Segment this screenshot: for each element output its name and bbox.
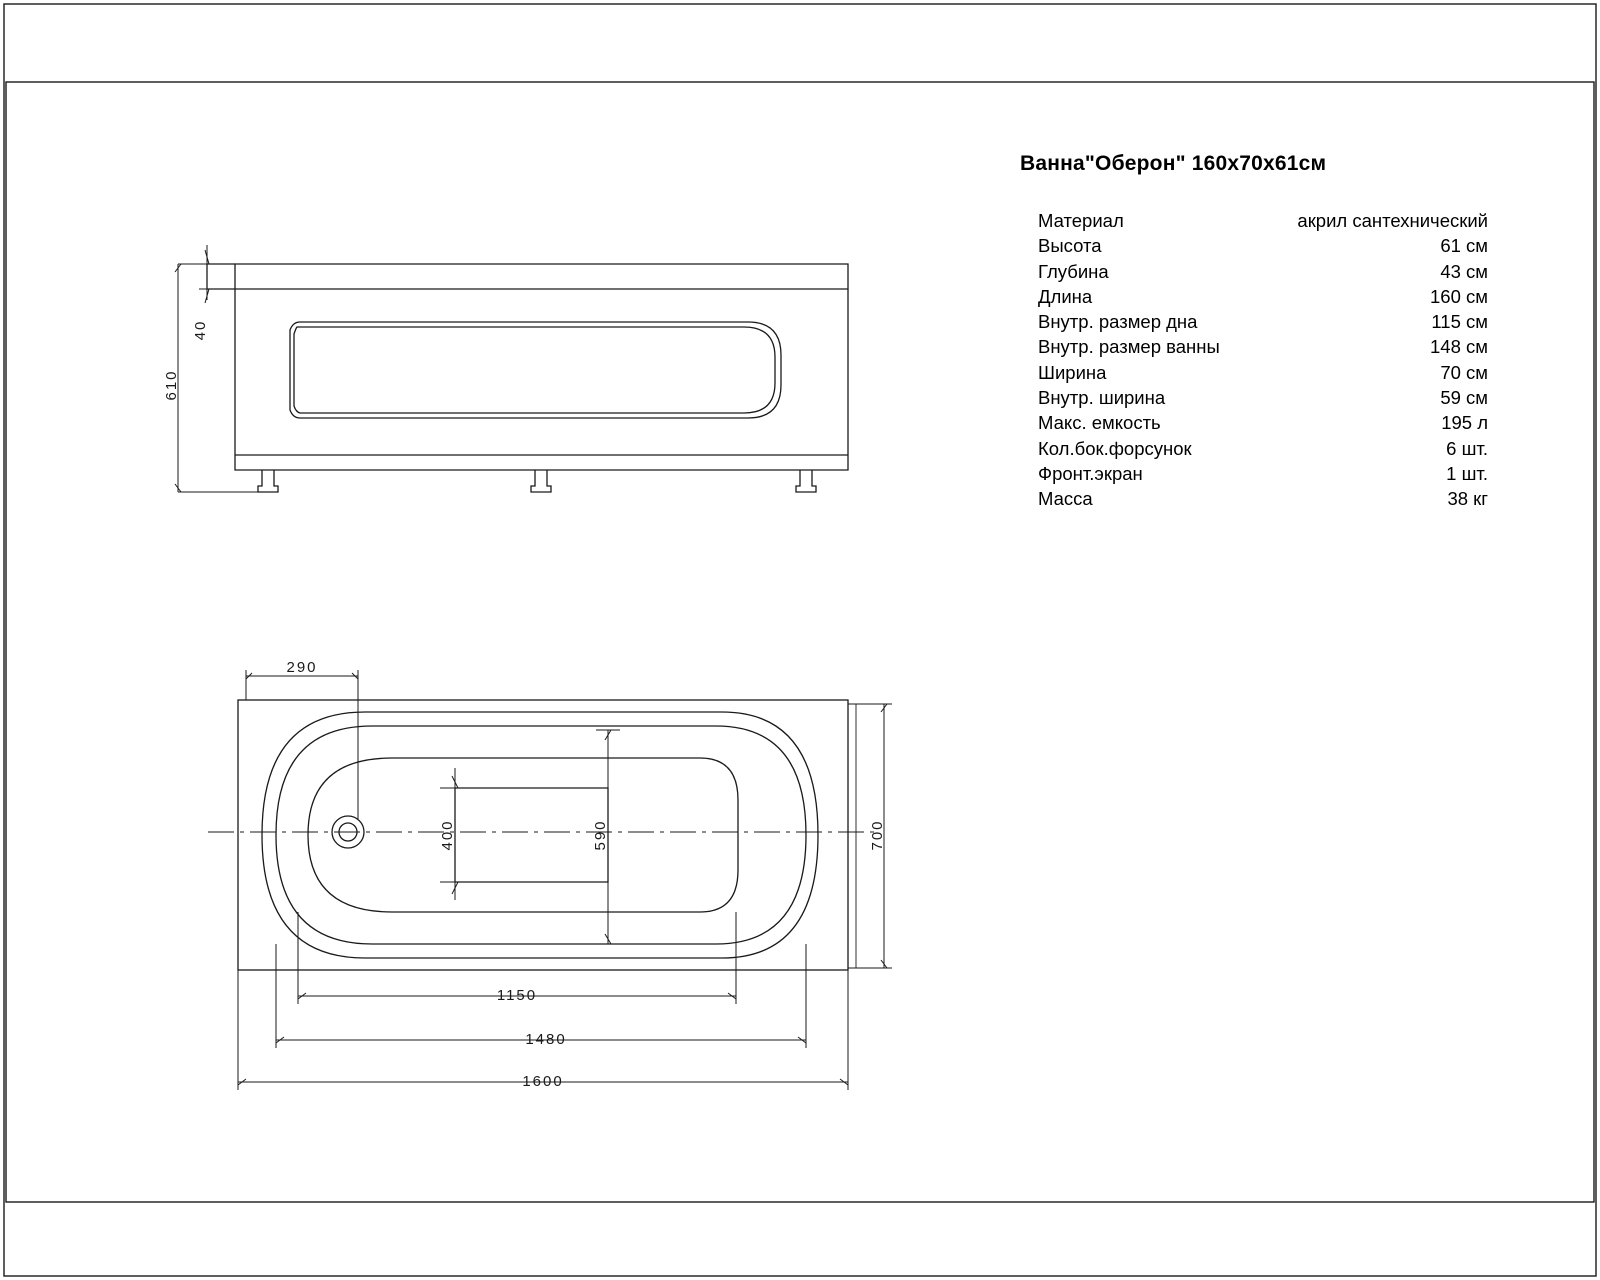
spec-label: Макс. емкость (1038, 412, 1161, 434)
spec-value: 61 см (1440, 235, 1488, 257)
spec-label: Материал (1038, 210, 1124, 231)
table-row (1038, 309, 1488, 334)
table-row (1038, 284, 1488, 309)
spec-label: Внутр. размер ванны (1038, 336, 1220, 358)
table-row (1038, 233, 1488, 258)
table-row (1038, 436, 1488, 461)
spec-value: 195 л (1441, 412, 1488, 434)
front-dim-610-label: 610 (163, 369, 180, 401)
spec-value: акрил сантехнический (1297, 210, 1488, 231)
top-dim-1600-label: 1600 (522, 1073, 564, 1090)
top-dim-290-label: 290 (286, 659, 318, 676)
spec-value: 160 см (1430, 285, 1488, 307)
top-dim-590-label: 590 (592, 819, 609, 851)
specifications-table (1038, 208, 1488, 512)
top-dim-400-label: 400 (439, 819, 456, 851)
spec-label: Кол.бок.форсунок (1038, 437, 1192, 459)
spec-value: 59 см (1440, 387, 1488, 409)
table-row (1038, 208, 1488, 233)
table-row (1038, 334, 1488, 359)
top-dim-1150-label: 1150 (496, 987, 538, 1004)
spec-label: Внутр. размер дна (1038, 311, 1198, 333)
front-dim-40-label: 40 (192, 319, 209, 341)
spec-label: Длина (1038, 285, 1093, 307)
spec-label: Высота (1038, 235, 1102, 257)
product-title: Ванна"Оберон" 160х70х61см (1020, 152, 1327, 175)
spec-value: 148 см (1430, 336, 1488, 358)
table-row (1038, 360, 1488, 385)
spec-label: Ширина (1038, 361, 1107, 383)
table-row (1038, 259, 1488, 284)
top-dim-1480-label: 1480 (525, 1031, 567, 1048)
spec-value: 1 шт. (1446, 462, 1488, 484)
table-row (1038, 486, 1488, 511)
top-dim-700-label: 700 (869, 819, 886, 851)
spec-value: 115 см (1431, 311, 1488, 333)
spec-value: 38 кг (1447, 488, 1488, 510)
spec-value: 6 шт. (1446, 437, 1488, 459)
table-row (1038, 461, 1488, 486)
table-row (1038, 385, 1488, 410)
spec-label: Масса (1038, 488, 1093, 510)
spec-value: 70 см (1440, 361, 1488, 383)
spec-label: Глубина (1038, 260, 1109, 282)
spec-label: Внутр. ширина (1038, 387, 1166, 409)
spec-value: 43 см (1440, 260, 1488, 282)
spec-label: Фронт.экран (1038, 462, 1143, 484)
table-row (1038, 410, 1488, 435)
